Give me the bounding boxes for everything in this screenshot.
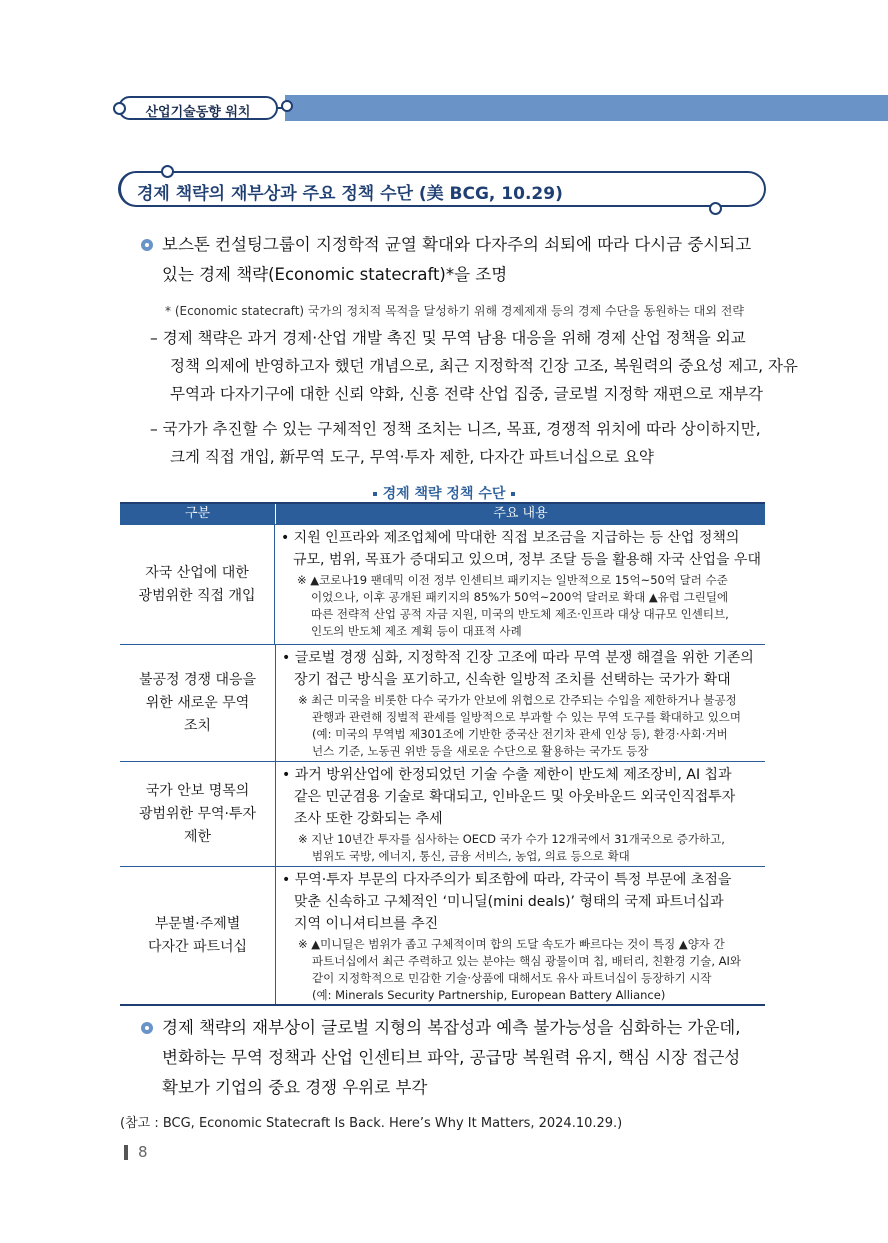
text-line: 무역과 다자기구에 대한 신뢰 약화, 신흥 전략 산업 집중, 글로벌 지정학 재편으로 재부각 — [170, 385, 764, 403]
category-line: 광범위한 직접 개입 — [138, 587, 256, 604]
section-label: 산업기술동향 워치 — [145, 105, 251, 120]
row-category — [120, 867, 276, 1004]
header-dot-right — [281, 100, 293, 112]
category-line: 불공정 경쟁 대응을 — [138, 671, 257, 688]
content-line: • 과거 방위산업에 한정되었던 기술 수출 제한이 반도체 제조장비, AI 칩과 — [282, 767, 732, 783]
caption-square-icon — [511, 492, 515, 496]
content-line: 장기 접근 방식을 포기하고, 신속한 일방적 조치를 선택하는 국가가 확대 — [294, 672, 731, 688]
bullet-icon — [141, 1022, 153, 1034]
note-line: 이었으나, 이후 공개된 패키지의 85%가 50억~200억 달러로 확대 ▲유럽 그린딜에 — [310, 590, 729, 604]
note-line: 따른 전략적 산업 공적 자금 지원, 미국의 반도체 제조·인프라 대상 대규모 인센티브, — [310, 607, 729, 621]
category-line: 자국 산업에 대한 — [145, 564, 249, 581]
row-content — [276, 762, 765, 866]
header-band — [285, 95, 888, 121]
category-line: 조치 — [183, 717, 212, 734]
note-line: (예: Minerals Security Partnership, European Battery Alliance) — [312, 988, 666, 1002]
page-number: 8 — [138, 1143, 148, 1161]
row-content — [276, 645, 765, 761]
table-row — [120, 866, 765, 1004]
content-line: • 글로벌 경쟁 심화, 지정학적 긴장 고조에 따라 무역 분쟁 해결을 위한 기존의 — [282, 650, 754, 666]
content-line: 같은 민군겸용 기술로 확대되고, 인바운드 및 아웃바운드 외국인직접투자 — [294, 789, 736, 805]
note-line: 넌스 기준, 노동권 위반 등을 새로운 수단으로 활용하는 국가도 등장 — [312, 744, 649, 758]
category-line: 위한 새로운 무역 — [145, 694, 250, 711]
bullet-paragraph-2 — [162, 1013, 782, 1103]
dash-paragraph-2 — [150, 415, 774, 471]
category-line: 국가 안보 명목의 — [145, 782, 250, 799]
text-line: – 경제 책략은 과거 경제·산업 개발 촉진 및 무역 남용 대응을 위해 경제 산업 정책을 외교 — [150, 329, 746, 347]
note-line: 인도의 반도체 제조 계획 등이 대표적 사례 — [310, 624, 522, 638]
text-line: – 국가가 추진할 수 있는 구체적인 정책 조치는 니즈, 목표, 경쟁적 위치에 따라 상이하지만, — [150, 420, 761, 438]
row-content — [275, 525, 765, 644]
table-row — [120, 644, 765, 761]
note-line: ※ ▲미니딜은 범위가 좁고 구체적이며 합의 도달 속도가 빠르다는 것이 특징 ▲양자 간 — [298, 937, 725, 951]
note-line: 파트너십에서 최근 주력하고 있는 분야는 핵심 광물이며 칩, 배터리, 친환경 기술, AI와 — [312, 954, 742, 968]
text-line: 보스톤 컨설팅그룹이 지정학적 균열 확대와 다자주의 쇠퇴에 따라 다시금 중시되고 — [162, 235, 752, 254]
header-dot-left — [113, 102, 126, 115]
content-line: 조사 또한 강화되는 추세 — [294, 811, 443, 827]
note-line: (예: 미국의 무역법 제301조에 기반한 중국산 전기차 관세 인상 등), 환경·사회·거버 — [312, 727, 728, 741]
note-line: ※ 최근 미국을 비롯한 다수 국가가 안보에 위협으로 간주되는 수입을 제한하거나 불공정 — [298, 693, 737, 707]
reference: (참고 : BCG, Economic Statecraft Is Back. Here’s Why It Matters, 2024.10.29.) — [120, 1116, 623, 1131]
note-line: ※ 지난 10년간 투자를 심사하는 OECD 국가 수가 12개국에서 31개국으로 증가하고, — [298, 832, 725, 846]
category-line: 제한 — [183, 828, 212, 845]
table-caption — [0, 483, 888, 503]
footnote: * (Economic statecraft) 국가의 정치적 목적을 달성하기 위해 경제제재 등의 경제 수단을 동원하는 대외 전략 — [165, 304, 744, 318]
note-line: 범위도 국방, 에너지, 통신, 금융 서비스, 농업, 의료 등으로 확대 — [312, 849, 630, 863]
content-line: • 지원 인프라와 제조업체에 막대한 직접 보조금을 지급하는 등 산업 정책의 — [280, 530, 740, 546]
article-title: 경제 책략의 재부상과 주요 정책 수단 (美 BCG, 10.29) — [137, 184, 563, 204]
policy-table — [120, 502, 765, 1006]
content-line: 지역 이니셔티브를 추진 — [294, 916, 439, 932]
text-line: 경제 책략의 재부상이 글로벌 지형의 복잡성과 예측 불가능성을 심화하는 가운데, — [162, 1018, 741, 1037]
category-line: 광범위한 무역·투자 — [138, 805, 257, 822]
caption-square-icon — [373, 492, 377, 496]
text-line: 확보가 기업의 중요 경쟁 우위로 부각 — [162, 1078, 428, 1097]
content-line: • 무역·투자 부문의 다자주의가 퇴조함에 따라, 각국이 특정 부문에 초점을 — [282, 872, 732, 888]
header-category: 구분 — [120, 504, 276, 524]
note-line: 같이 지정학적으로 민감한 기술·상품에 대해서도 유사 파트너십이 등장하기 시작 — [312, 971, 712, 985]
dash-paragraph-1 — [150, 324, 798, 408]
title-dot-bottom — [709, 202, 722, 215]
bullet-paragraph-1 — [162, 230, 772, 290]
header-content: 주요 내용 — [493, 506, 548, 521]
text-line: 있는 경제 책략(Economic statecraft)*을 조명 — [162, 265, 508, 284]
row-category — [120, 762, 276, 866]
row-category — [120, 525, 275, 644]
row-category — [120, 645, 276, 761]
section-label-pill — [118, 96, 278, 120]
category-line: 다자간 파트너십 — [147, 938, 248, 955]
note-line: ※ ▲코로나19 팬데믹 이전 정부 인센티브 패키지는 일반적으로 15억~50억 달러 수준 — [296, 573, 728, 587]
row-content — [276, 867, 765, 1004]
table-header — [120, 504, 765, 524]
content-line: 맞춘 신속하고 구체적인 ‘미니딜(mini deals)’ 형태의 국제 파트너십과 — [294, 894, 724, 910]
table-row — [120, 524, 765, 644]
category-line: 부문별·주제별 — [154, 915, 241, 932]
caption-text: 경제 책략 정책 수단 — [382, 486, 506, 502]
title-dot-top — [161, 165, 174, 178]
content-line: 규모, 범위, 목표가 증대되고 있으며, 정부 조달 등을 활용해 자국 산업을 우대 — [292, 552, 761, 568]
bullet-icon — [141, 239, 153, 251]
text-line: 변화하는 무역 정책과 산업 인센티브 파악, 공급망 복원력 유지, 핵심 시장 접근성 — [162, 1048, 741, 1067]
article-title-box — [118, 171, 766, 207]
text-line: 크게 직접 개입, 新무역 도구, 무역·투자 제한, 다자간 파트너십으로 요약 — [170, 448, 654, 466]
page-number-bar — [124, 1145, 128, 1160]
text-line: 정책 의제에 반영하고자 했던 개념으로, 최근 지정학적 긴장 고조, 복원력의 중요성 제고, 자유 — [170, 357, 798, 375]
note-line: 관행과 관련해 징벌적 관세를 일방적으로 부과할 수 있는 무역 도구를 확대하고 있으며 — [312, 710, 742, 724]
table-row — [120, 761, 765, 866]
